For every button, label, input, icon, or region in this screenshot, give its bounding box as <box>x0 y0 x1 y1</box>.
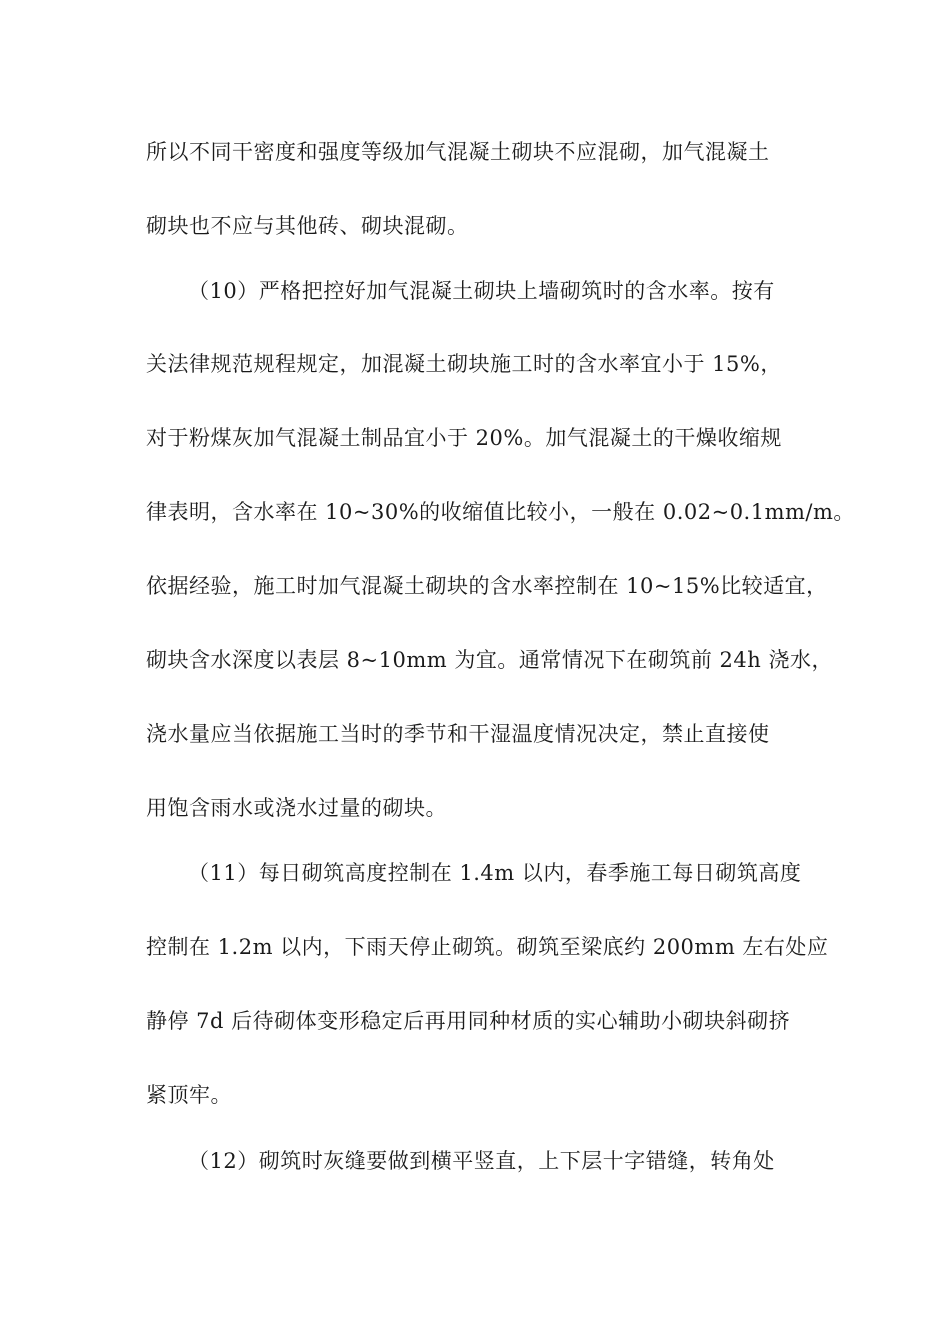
text-line: 关法律规范规程规定，加混凝土砌块施工时的含水率宜小于 15%， <box>146 352 782 376</box>
text-line: 对于粉煤灰加气混凝土制品宜小于 20%。加气混凝土的干燥收缩规 <box>146 426 782 450</box>
text-line: 砌块也不应与其他砖、砌块混砌。 <box>146 214 469 238</box>
text-line: 依据经验，施工时加气混凝土砌块的含水率控制在 10~15%比较适宜， <box>146 574 828 598</box>
paragraph-12-start: （12）砌筑时灰缝要做到横平竖直，上下层十字错缝，转角处 <box>188 1149 775 1173</box>
text-line: 静停 7d 后待砌体变形稳定后再用同种材质的实心辅助小砌块斜砌挤 <box>146 1009 791 1033</box>
text-line: 控制在 1.2m 以内，下雨天停止砌筑。砌筑至梁底约 200mm 左右处应 <box>146 935 829 959</box>
paragraph-10-start: （10）严格把控好加气混凝土砌块上墙砌筑时的含水率。按有 <box>188 279 775 303</box>
text-line: 紧顶牢。 <box>146 1083 232 1107</box>
text-line: 所以不同干密度和强度等级加气混凝土砌块不应混砌，加气混凝土 <box>146 140 770 164</box>
paragraph-11-start: （11）每日砌筑高度控制在 1.4m 以内，春季施工每日砌筑高度 <box>188 861 802 885</box>
text-line: 浇水量应当依据施工当时的季节和干湿温度情况决定，禁止直接使 <box>146 722 770 746</box>
text-line: 律表明，含水率在 10~30%的收缩值比较小，一般在 0.02~0.1mm/m。 <box>146 500 855 524</box>
text-line: 用饱含雨水或浇水过量的砌块。 <box>146 796 447 820</box>
text-line: 砌块含水深度以表层 8~10mm 为宜。通常情况下在砌筑前 24h 浇水， <box>146 648 833 672</box>
